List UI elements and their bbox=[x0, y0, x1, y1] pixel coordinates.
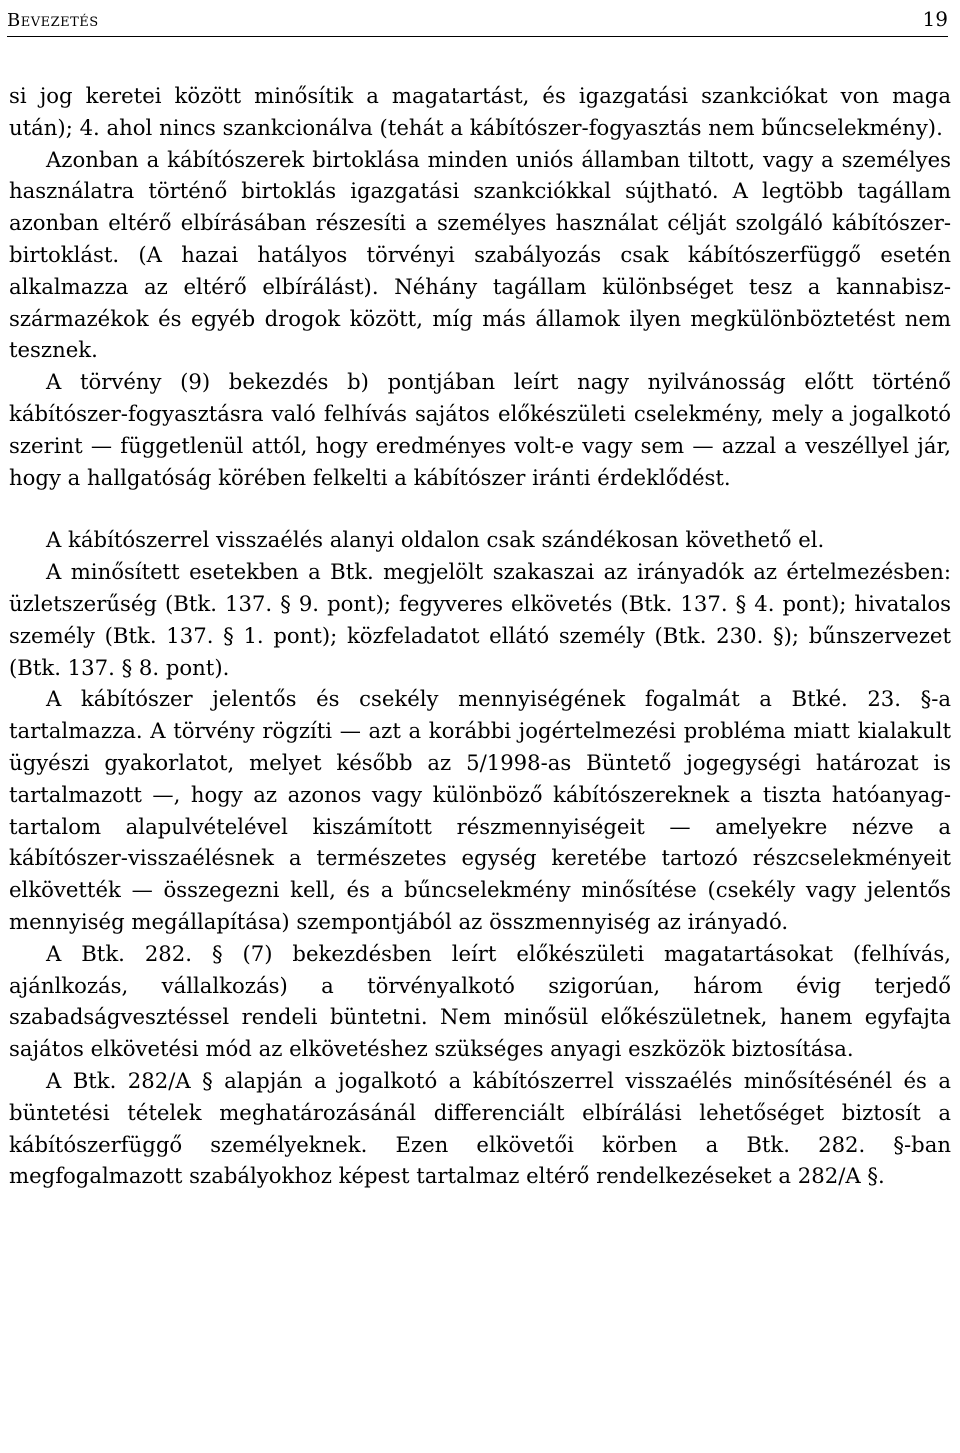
paragraph: Azonban a kábítószerek birtoklása minden uniós államban tiltott, vagy a személyes használatra történő birtoklás igazgatási szankciókkal sújtható. A legtöbb tagállam azonban eltérő elbírásában részesíti a személyes használat célját szolgáló kábítószer-birtoklást. (A hazai hatályos törvényi szabályozás csak kábítószerfüggő esetén alkalmazza az eltérő elbírálást). Néhány tagállam különbséget tesz a kannabisz-származékok és egyéb drogok között, míg más államok ilyen megkülönböztetést nem tesznek. bbox=[9, 146, 951, 363]
paragraph: A kábítószer jelentős és csekély mennyiségének fogalmát a Btké. 23. §-a tartalmazza. A törvény rögzíti — azt a korábbi jogértelmezési probléma miatt kialakult ügyészi gyakorlatot, melyet később az 5/1998-as Büntető jogegységi határozat is tartalmazott —, hogy az azonos vagy különböző kábítószereknek a tiszta hatóanyag-tartalom alapulvételével kiszámított részmennyiségeit — amelyekre nézve a kábítószer-visszaélésnek a természetes egység keretébe tartozó részcselekményeit elkövették — összegezni kell, és a bűncselekmény minősítése (csekély vagy jelentős mennyiség megállapítása) szempontjából az összmennyiség az irányadó. bbox=[9, 686, 951, 934]
paragraph: A törvény (9) bekezdés b) pontjában leírt nagy nyilvánosság előtt történő kábítószer-fogyasztásra való felhívás sajátos előkészületi cselekmény, mely a jogalkotó szerint — függetlenül attól, hogy eredményes volt-e vagy sem — azzal a veszéllyel jár, hogy a hallgatóság körében felkelti a kábítószer iránti érdeklődést. bbox=[9, 369, 951, 490]
running-title: Bevezetés bbox=[7, 10, 99, 31]
paragraph: A Btk. 282. § (7) bekezdésben leírt előkészületi magatartásokat (felhívás, ajánlkozás, vállalkozás) a törvényalkotó szigorúan, három évig terjedő szabadságvesztéssel rendeli büntetni. Nem minősül előkészületnek, hanem egyfajta sajátos elkövetési mód az elkövetéshez szükséges anyagi eszközök biztosítása. bbox=[9, 940, 951, 1062]
paragraph: A minősített esetekben a Btk. megjelölt szakaszai az irányadók az értelmezésben: üzletszerűség (Btk. 137. § 9. pont); fegyveres elkövetés (Btk. 137. § 4. pont); hivatalos személy (Btk. 137. § 1. pont); közfeladatot ellátó személy (Btk. 230. §); bűnszervezet (Btk. 137. § 8. pont). bbox=[9, 559, 951, 680]
paragraph: si jog keretei között minősítik a magatartást, és igazgatási szankciókat von maga után); 4. ahol nincs szankcionálva (tehát a kábítószer-fogyasztás nem bűncselekmény). bbox=[9, 83, 951, 140]
paragraph: A Btk. 282/A § alapján a jogalkotó a kábítószerrel visszaélés minősítésénél és a büntetési tételek meghatározásánál differenciált elbírálási lehetőséget biztosít a kábítószerfüggő személyeknek. Ezen elkövetői körben a Btk. 282. §-ban megfogalmazott szabályokhoz képest tartalmaz eltérő rendelkezéseket a 282/A §. bbox=[9, 1067, 951, 1189]
running-header bbox=[7, 4, 948, 37]
body-text bbox=[9, 80, 951, 1192]
paragraph: A kábítószerrel visszaélés alanyi oldalon csak szándékosan követhető el. bbox=[46, 527, 825, 553]
page-number: 19 bbox=[922, 7, 948, 31]
